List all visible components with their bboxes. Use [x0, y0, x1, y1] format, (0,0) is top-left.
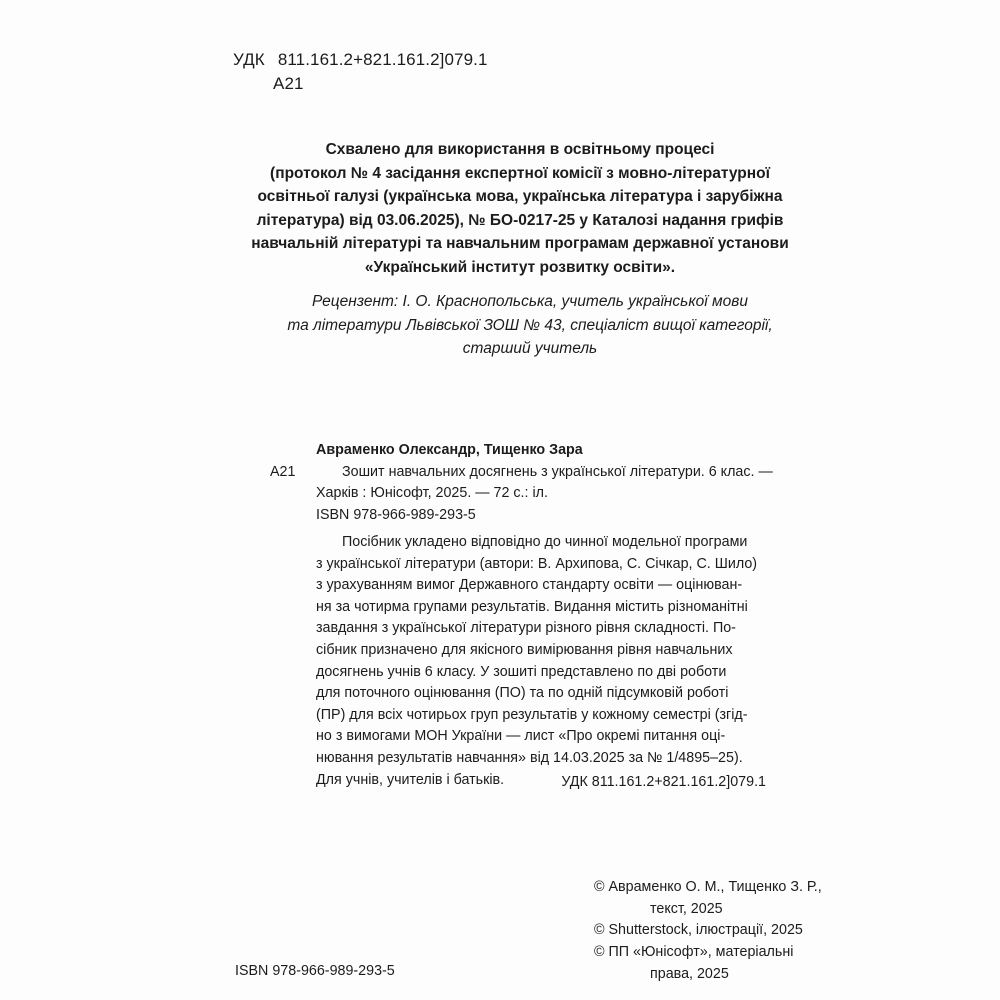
approval-statement: [240, 138, 800, 279]
record-author-mark: А21: [270, 463, 296, 480]
reviewer-note: [270, 290, 790, 361]
copyright-line: права, 2025: [650, 965, 729, 982]
footer-isbn: ISBN 978-966-989-293-5: [235, 963, 395, 979]
abstract-line: сібник призначено для якісного вимірювання рівня навчальних: [316, 641, 733, 658]
abstract-line: (ПР) для всіх чотирьох груп результатів у кожному семестрі (згід-: [316, 706, 748, 723]
record-imprint: Харків : Юнісофт, 2025. — 72 с.: іл.: [316, 485, 548, 501]
abstract-line: Посібник укладено відповідно до чинної модельної програми: [342, 534, 748, 550]
abstract-line: досягнень учнів 6 класу. У зошиті представлено по дві роботи: [316, 663, 727, 680]
abstract-line: но з вимогами МОН України — лист «Про окремі питання оці-: [316, 728, 726, 745]
reviewer-line: та літератури Львівської ЗОШ № 43, спеціаліст вищої категорії,: [287, 316, 773, 334]
abstract-line: з української літератури (автори: В. Архипова, С. Січкар, С. Шило): [316, 555, 758, 572]
bibliographic-record: [270, 440, 773, 526]
approval-line: освітньої галузі (українська мова, українська література і зарубіжна: [257, 188, 783, 205]
udk-block: [233, 48, 488, 96]
approval-line: (протокол № 4 засідання експертної комісії з мовно-літературної: [270, 164, 770, 182]
abstract-line: Для учнів, учителів і батьків.: [316, 771, 505, 788]
record-isbn: ISBN 978-966-989-293-5: [316, 506, 476, 523]
record-authors: Авраменко Олександр, Тищенко Зара: [316, 442, 583, 458]
copyright-line: текст, 2025: [650, 900, 723, 917]
reviewer-line: старший учитель: [462, 340, 598, 357]
approval-line: Схвалено для використання в освітньому процесі: [325, 141, 715, 158]
copyright-line: © Авраменко О. М., Тищенко З. Р.,: [594, 879, 822, 895]
udk-code: 811.161.2+821.161.2]079.1: [277, 50, 488, 69]
abstract-line: завдання з української літератури різного рівня складності. По-: [316, 620, 736, 637]
abstract-line: з урахуванням вимог Державного стандарту освіти — оцінюван-: [316, 577, 743, 594]
approval-line: література) від 03.06.2025), № БО-0217-25 у Каталозі надання грифів: [256, 211, 784, 229]
abstract-line: нювання результатів навчання» від 14.03.2025 за № 1/4895–25).: [316, 749, 743, 766]
approval-line: «Український інститут розвитку освіти».: [364, 258, 676, 276]
copyright-line: © ПП «Юнісофт», матеріальні: [594, 944, 794, 961]
approval-line: навчальній літературі та навчальним програмам державної установи: [251, 235, 789, 252]
abstract-line: для поточного оцінювання (ПО) та по одній підсумковій роботі: [316, 685, 729, 702]
abstract-udk: УДК 811.161.2+821.161.2]079.1: [561, 774, 766, 790]
author-mark: А21: [273, 74, 304, 93]
udk-label: УДК: [233, 50, 265, 69]
abstract-line: ня за чотирма групами результатів. Видання містить різноманітні: [316, 598, 748, 615]
reviewer-line: Рецензент: І. О. Краснопольська, учитель української мови: [312, 293, 748, 310]
copyright-block: [594, 877, 854, 986]
udk-line: [233, 48, 488, 72]
copyright-line: © Shutterstock, ілюстрації, 2025: [594, 922, 803, 939]
record-title: Зошит навчальних досягнень з української літератури. 6 клас. —: [342, 463, 773, 480]
abstract-text: [316, 532, 766, 791]
